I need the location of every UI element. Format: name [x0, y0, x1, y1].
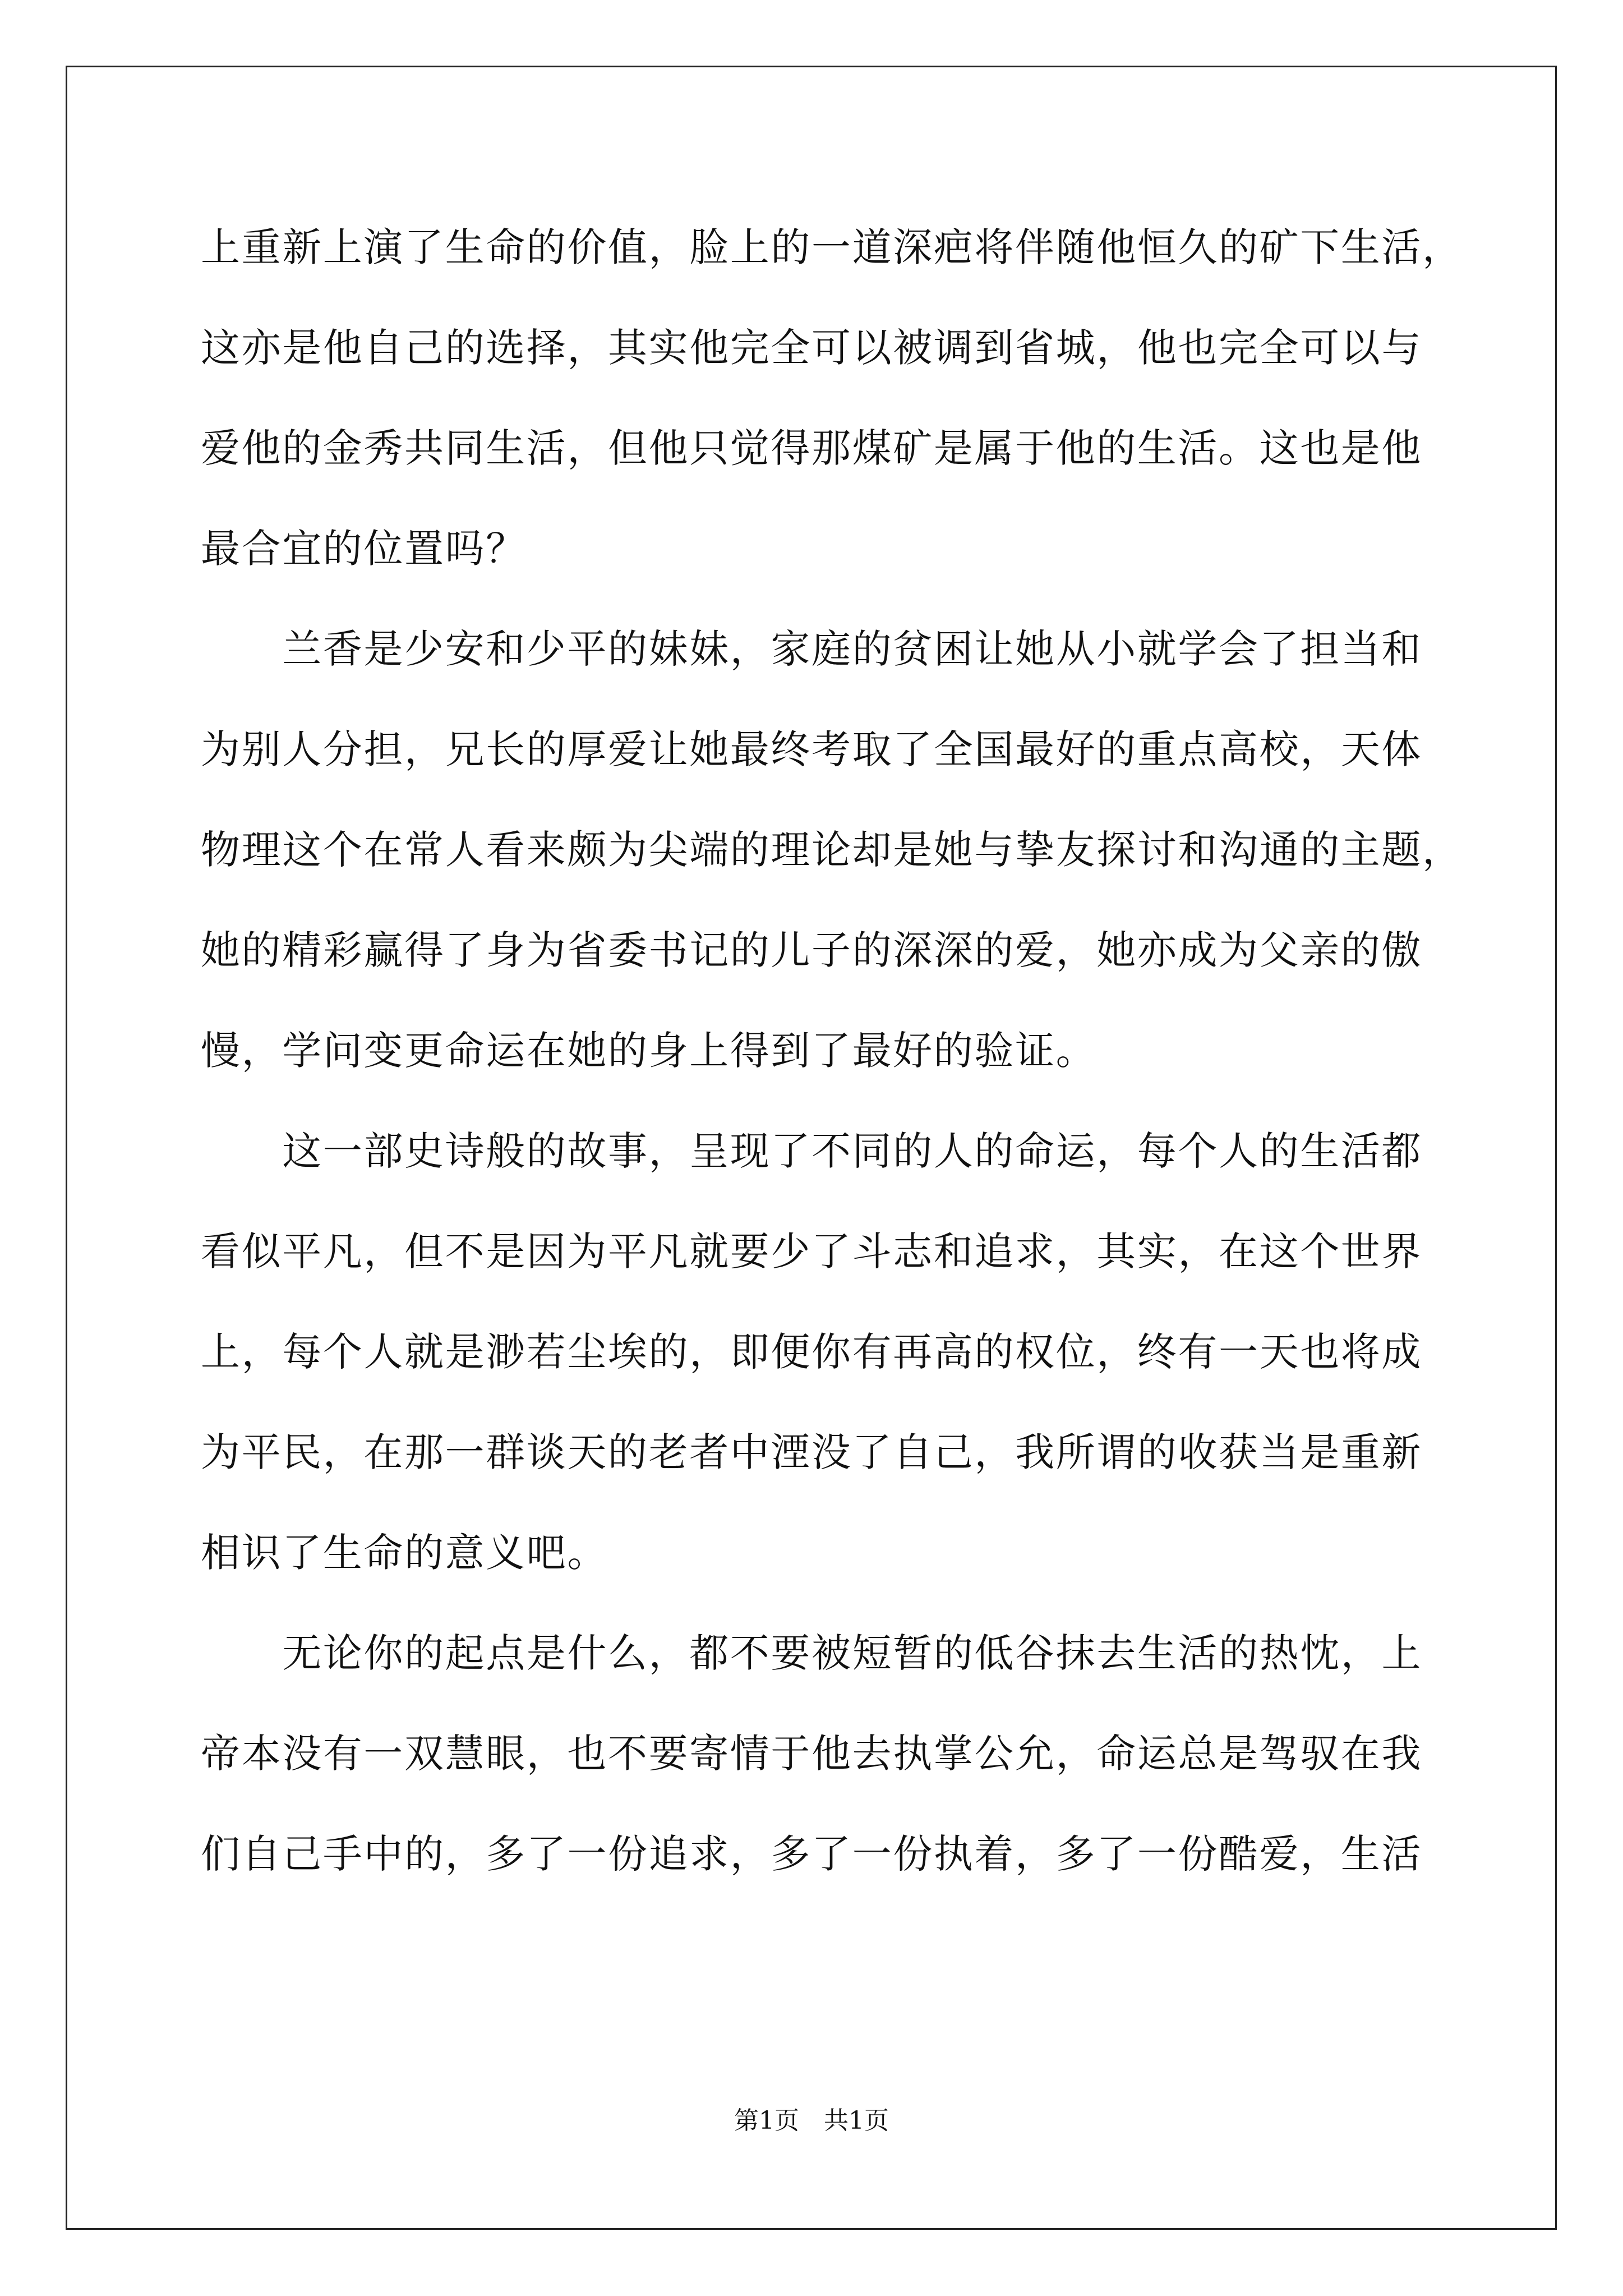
text-line: 们自己手中的，多了一份追求，多了一份执着，多了一份酷爱，生活: [201, 1831, 1422, 1877]
paragraph-start-line: 兰香是少安和少平的妹妹，家庭的贫困让她从小就学会了担当和: [201, 626, 1422, 672]
text-line: 最合宜的位置吗？: [201, 526, 527, 572]
text-line: 慢，学问变更命运在她的身上得到了最好的验证。: [201, 1028, 1097, 1074]
paragraph-start-line: 无论你的起点是什么，都不要被短暂的低谷抹去生活的热忱，上: [201, 1630, 1422, 1676]
text-line: 为平民，在那一群谈天的老者中湮没了自己，我所谓的收获当是重新: [201, 1429, 1422, 1475]
text-line: 上，每个人就是渺若尘埃的，即便你有再高的权位，终有一天也将成: [201, 1329, 1422, 1375]
text-line: 为别人分担，兄长的厚爱让她最终考取了全国最好的重点高校，天体: [201, 726, 1422, 772]
text-line: 上重新上演了生命的价值，脸上的一道深疤将伴随他恒久的矿下生活，: [201, 224, 1463, 270]
text-line: 爱他的金秀共同生活，但他只觉得那煤矿是属于他的生活。这也是他: [201, 425, 1422, 471]
text-line: 物理这个在常人看来颇为尖端的理论却是她与挚友探讨和沟通的主题，: [201, 827, 1463, 873]
text-line: 相识了生命的意义吧。: [201, 1530, 608, 1576]
text-line: 看似平凡，但不是因为平凡就要少了斗志和追求，其实，在这个世界: [201, 1228, 1422, 1274]
paragraph-start-line: 这一部史诗般的故事，呈现了不同的人的命运，每个人的生活都: [201, 1128, 1422, 1174]
text-line: 她的精彩赢得了身为省委书记的儿子的深深的爱，她亦成为父亲的傲: [201, 927, 1422, 973]
text-line: 这亦是他自己的选择，其实他完全可以被调到省城，他也完全可以与: [201, 325, 1422, 371]
text-line: 帝本没有一双慧眼，也不要寄情于他去执掌公允，命运总是驾驭在我: [201, 1731, 1422, 1777]
page-footer: 第1页 共1页: [734, 2106, 889, 2135]
